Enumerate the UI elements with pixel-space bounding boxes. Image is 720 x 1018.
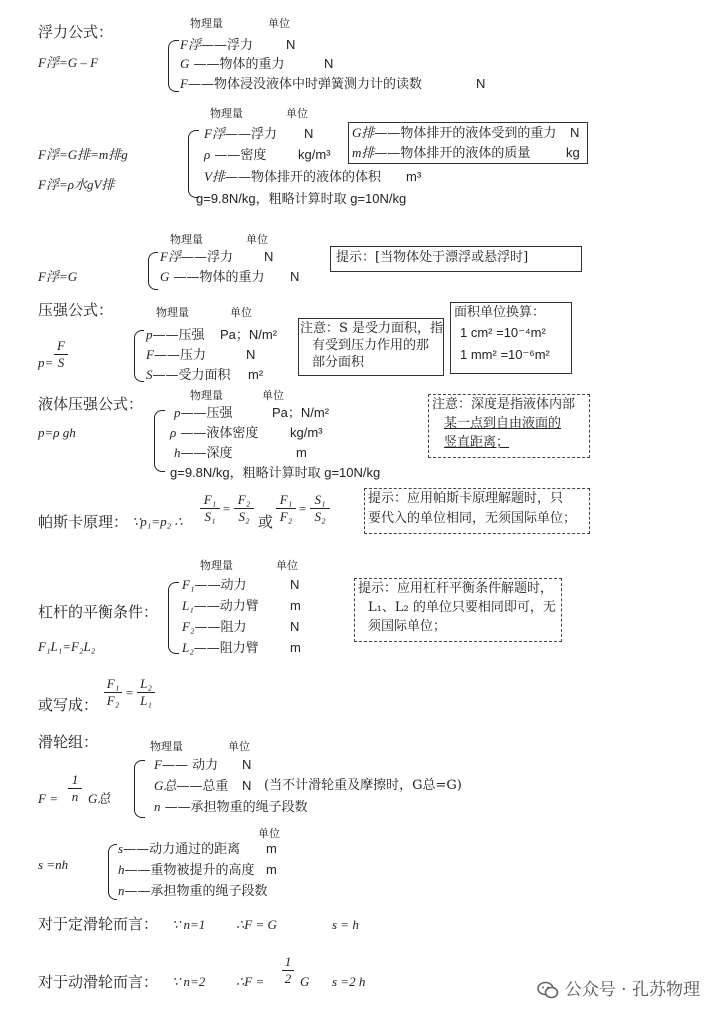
- float-formula: F浮=G: [38, 269, 78, 284]
- fixed-therefore: ∴F = G: [236, 917, 277, 932]
- unit: m: [290, 640, 301, 655]
- row: L₁——动力臂: [182, 598, 259, 614]
- row: p——压强: [146, 327, 205, 343]
- row: G ——物体的重力: [180, 56, 285, 72]
- lever-tip-line: 须国际单位；: [368, 619, 447, 634]
- or-label: 或: [258, 513, 274, 531]
- header-unit: 单位: [246, 233, 268, 246]
- unit: N: [290, 619, 300, 634]
- buoyancy-formula: F浮=G – F: [38, 55, 99, 70]
- unit: Pa；N/m²: [220, 327, 278, 342]
- archimedes-formula-a: F浮=G排=m排g: [38, 147, 128, 162]
- unit: N: [290, 577, 300, 592]
- header-quantity: 物理量: [210, 107, 243, 120]
- unit: kg: [566, 145, 580, 160]
- pressure-lhs: p=: [38, 355, 54, 370]
- row: F—— 动力: [154, 757, 219, 773]
- movable-s: s =2 h: [332, 974, 366, 989]
- row: p——压强: [174, 405, 233, 421]
- pulley-condition: (当不计滑轮重及摩擦时，G总=G): [264, 778, 462, 793]
- pressure-note-line: 注意：S 是受力面积，指: [300, 321, 444, 336]
- unit: N: [290, 269, 300, 284]
- unit: N: [242, 757, 252, 772]
- fixed-s: s = h: [332, 917, 359, 932]
- pascal-tip-line: 提示：应用帕斯卡原理解题时，只: [368, 491, 564, 506]
- pascal-fraction-f1-s1: $\frac{\text{F₁}}{\text{S₁}}$: [200, 492, 220, 525]
- lever-alt-fraction-l: $\frac{\text{L₂}}{\text{L₁}}$: [137, 676, 155, 709]
- brace: [168, 40, 179, 92]
- brace: [148, 252, 158, 290]
- row: G总——总重: [154, 778, 229, 794]
- gravity-line: g=9.8N/kg，粗略计算时取 g=10N/kg: [170, 465, 381, 480]
- brace: [188, 130, 199, 198]
- unit: kg/m³: [290, 425, 323, 440]
- row: h——重物被提升的高度: [118, 862, 255, 878]
- header-unit: 单位: [276, 559, 298, 572]
- equals-sign: =: [222, 501, 231, 516]
- pulley-title: 滑轮组：: [38, 733, 99, 751]
- unit: N: [304, 126, 314, 141]
- unit: m²: [248, 367, 264, 382]
- row: G ——物体的重力: [160, 269, 265, 285]
- depth-note-line: 竖直距离；: [444, 435, 510, 450]
- unit: m: [266, 841, 277, 856]
- unit: N: [286, 37, 296, 52]
- distance-formula: s =nh: [38, 857, 69, 872]
- row: F浮——浮力: [180, 37, 253, 53]
- unit: N: [246, 347, 256, 362]
- header-quantity: 物理量: [200, 559, 233, 572]
- brace: [108, 844, 117, 900]
- unit: Pa；N/m²: [272, 405, 330, 420]
- pascal-fraction-f1-f2: $\frac{\text{F₁}}{\text{F₂}}$: [276, 492, 296, 525]
- area-conversion-title: 面积单位换算：: [454, 305, 546, 320]
- pulley-fraction: $\frac{1}{n}$: [68, 772, 82, 805]
- unit: N: [476, 76, 486, 91]
- pascal-title: 帕斯卡原理：: [38, 513, 129, 531]
- liquid-title: 液体压强公式：: [38, 395, 144, 413]
- header-quantity: 物理量: [190, 17, 223, 30]
- header-unit: 单位: [258, 827, 280, 840]
- equals-sign: =: [125, 685, 134, 700]
- wechat-icon: [537, 981, 559, 999]
- header-unit: 单位: [268, 17, 290, 30]
- header-unit: 单位: [286, 107, 308, 120]
- unit: N: [324, 56, 334, 71]
- unit: N: [242, 778, 252, 793]
- fixed-because: ∵ n=1: [172, 917, 206, 932]
- depth-note-line: 注意：深度是指液体内部: [432, 397, 576, 412]
- movable-g: G: [300, 974, 310, 989]
- row: S——受力面积: [146, 367, 231, 383]
- movable-because: ∵ n=2: [172, 974, 206, 989]
- header-unit: 单位: [228, 740, 250, 753]
- row: F浮——浮力: [204, 126, 277, 142]
- row: s——动力通过的距离: [118, 841, 241, 857]
- header-unit: 单位: [230, 306, 252, 319]
- pulley-lhs: F =: [38, 791, 58, 806]
- lever-alt-label: 或写成：: [38, 696, 99, 714]
- watermark: [537, 975, 700, 1000]
- pressure-fraction: $\frac{F}{S}$: [54, 338, 68, 371]
- row: F——压力: [146, 347, 206, 363]
- row: h——深度: [174, 445, 233, 461]
- watermark-text: 公众号 · 孔苏物理: [564, 980, 700, 1000]
- row: F₁——动力: [182, 577, 247, 593]
- pressure-title: 压强公式：: [38, 301, 114, 319]
- row: ρ ——液体密度: [170, 425, 259, 441]
- equals-sign: =: [298, 501, 307, 516]
- buoyancy-title: 浮力公式：: [38, 23, 114, 41]
- unit: N: [570, 125, 580, 140]
- lever-alt-fraction-f: $\frac{\text{F₁}}{\text{F₂}}$: [104, 676, 122, 709]
- pressure-note-line: 有受到压力作用的那: [312, 338, 430, 353]
- row: L₂——阻力臂: [182, 640, 259, 656]
- unit: m³: [406, 169, 422, 184]
- float-tip: 提示：[当物体处于漂浮或悬浮时]: [336, 250, 529, 265]
- unit: m: [296, 445, 307, 460]
- row: G排——物体排开的液体受到的重力: [352, 125, 557, 141]
- brace: [134, 760, 145, 818]
- row: V排——物体排开的液体的体积: [204, 169, 381, 185]
- area-conversion-row: 1 cm² =10⁻⁴m²: [460, 325, 546, 340]
- lever-tip-line: L₁、L₂ 的单位只要相同即可，无: [368, 600, 556, 615]
- brace: [134, 330, 144, 382]
- pascal-premise: ∵p₁=p₂ ∴: [132, 514, 183, 529]
- row: n ——承担物重的绳子段数: [154, 799, 308, 815]
- unit: m: [266, 862, 277, 877]
- row: ρ ——密度: [204, 147, 267, 163]
- row: n——承担物重的绳子段数: [118, 883, 268, 899]
- liquid-formula: p=ρ gh: [38, 425, 76, 440]
- header-quantity: 物理量: [150, 740, 183, 753]
- lever-title: 杠杆的平衡条件：: [38, 603, 159, 621]
- movable-pulley-label: 对于动滑轮而言：: [38, 973, 159, 991]
- header-quantity: 物理量: [156, 306, 189, 319]
- pascal-tip-line: 要代入的单位相同，无须国际单位；: [368, 511, 577, 526]
- brace: [168, 582, 179, 654]
- row: F浮——浮力: [160, 249, 233, 265]
- archimedes-formula-b: F浮=ρ水gV排: [38, 177, 115, 192]
- pascal-fraction-s1-s2: $\frac{\text{S₁}}{\text{S₂}}$: [310, 492, 330, 525]
- area-conversion-row: 1 mm² =10⁻⁶m²: [460, 347, 550, 362]
- brace: [154, 410, 165, 472]
- pressure-note-line: 部分面积: [312, 355, 365, 370]
- fixed-pulley-label: 对于定滑轮而言：: [38, 915, 159, 933]
- header-quantity: 物理量: [190, 389, 223, 402]
- unit: kg/m³: [298, 147, 331, 162]
- unit: m: [290, 598, 301, 613]
- depth-note-line: 某一点到自由液面的: [444, 416, 562, 431]
- pulley-rhs: G总: [88, 791, 111, 806]
- row: m排——物体排开的液体的质量: [352, 145, 531, 161]
- header-quantity: 物理量: [170, 233, 203, 246]
- lever-formula: F₁L₁=F₂L₂: [38, 639, 96, 654]
- unit: N: [264, 249, 274, 264]
- gravity-line: g=9.8N/kg，粗略计算时取 g=10N/kg: [196, 191, 407, 206]
- pascal-fraction-f2-s2: $\frac{\text{F₂}}{\text{S₂}}$: [234, 492, 254, 525]
- row: F₂——阻力: [182, 619, 247, 635]
- header-unit: 单位: [262, 389, 284, 402]
- movable-therefore: ∴F =: [236, 974, 265, 989]
- movable-fraction: $\frac{1}{2}$: [282, 954, 294, 987]
- lever-tip-line: 提示：应用杠杆平衡条件解题时，: [358, 581, 554, 596]
- row: F——物体浸没液体中时弹簧测力计的读数: [180, 76, 422, 92]
